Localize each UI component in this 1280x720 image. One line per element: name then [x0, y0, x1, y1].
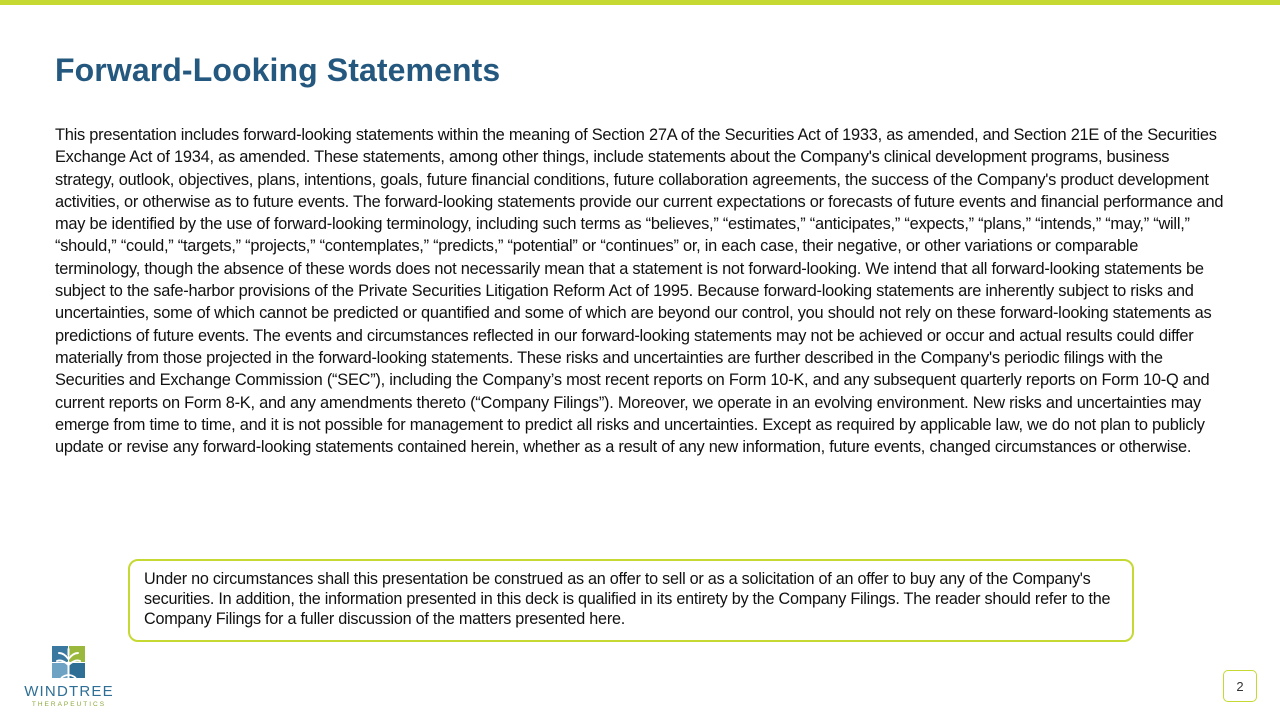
forward-looking-body: This presentation includes forward-looking statements within the meaning of Section 27A of the Securities Act of 1933, as amended, and Section 21E of the Securities Exchange Act of 1934, as amended. These statements, among other things, include statements about the Company's clinical development programs, business strategy, outlook, objectives, plans, intentions, goals, future financial conditions, future collaboration agreements, the success of the Company's product development activities, or otherwise as to future events. The forward-looking statements provide our current expectations or forecasts of future events and financial performance and may be identified by the use of forward-looking terminology, including such terms as “believes,” “estimates,” “anticipates,” “expects,” “plans,” “intends,” “may,” “will,” “should,” “could,” “targets,” “projects,” “contemplates,” “predicts,” “potential” or “continues” or, in each case, their negative, or other variations or comparable terminology, though the absence of these words does not necessarily mean that a statement is not forward-looking. We intend that all forward-looking statements be subject to the safe-harbor provisions of the Private Securities Litigation Reform Act of 1995. Because forward-looking statements are inherently subject to risks and uncertainties, some of which cannot be predicted or quantified and some of which are beyond our control, you should not rely on these forward-looking statements as predictions of future events. The events and circumstances reflected in our forward-looking statements may not be achieved or occur and actual results could differ materially from those projected in the forward-looking statements. These risks and uncertainties are further described in the Company's periodic filings with the Securities and Exchange Commission (“SEC”), including the Company’s most recent reports on Form 10-K, and any subsequent quarterly reports on Form 10-Q and current reports on Form 8-K, and any amendments thereto (“Company Filings”). Moreover, we operate in an evolving environment. New risks and uncertainties may emerge from time to time, and it is not possible for management to predict all risks and uncertainties. Except as required by applicable law, we do not plan to publicly update or revise any forward-looking statements contained herein, whether as a result of any new information, future events, changed circumstances or otherwise.	[55, 126, 1224, 457]
top-accent-bar	[0, 0, 1280, 5]
windtree-tree-icon	[51, 645, 87, 679]
page-number: 2	[1223, 670, 1257, 702]
logo-tagline: THERAPEUTICS	[31, 701, 107, 708]
disclaimer-text: Under no circumstances shall this presentation be construed as an offer to sell or as a solicitation of an offer to buy any of the Company's securities. In addition, the information presented in this deck is qualified in its entirety by the Company Filings. The reader should refer to the Company Filings for a fuller discussion of the matters presented here.	[144, 570, 1111, 628]
disclaimer-box	[128, 559, 1134, 642]
slide-title: Forward-Looking Statements	[55, 52, 501, 88]
logo-name: WINDTREE	[24, 683, 114, 700]
windtree-logo	[20, 645, 118, 711]
